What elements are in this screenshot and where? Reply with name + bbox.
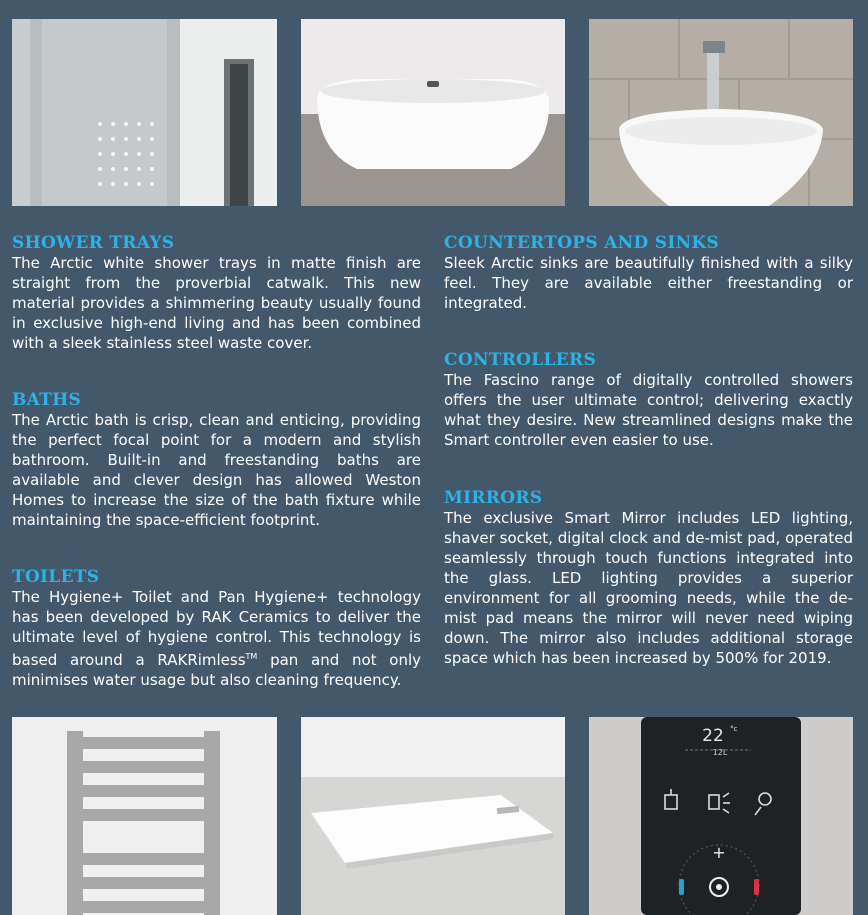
section-controllers [444, 350, 853, 488]
section-mirrors [444, 488, 853, 668]
shower-trays-text: The Arctic white shower trays in matte finish are straight from the proverbial catwalk. This new material provides a shimmering beauty usually found in exclusive high-end living and has been combined with a sleek stainless steel waste cover. [12, 254, 421, 352]
mirrors-text: The exclusive Smart Mirror includes LED lighting, shaver socket, digital clock and de-mist pad, operated seamlessly through touch functions integrated into the glass. LED lighting provides a superior environment for all grooming needs, while the de-mist pad means the mirror will never need wiping down. The mirror also includes additional storage space which has been increased by 500% for 2019. [444, 509, 853, 667]
section-baths [12, 390, 421, 567]
controller-temperature-unit: °c [730, 725, 738, 733]
countertops-heading: COUNTERTOPS AND SINKS [444, 233, 720, 253]
controllers-heading: CONTROLLERS [444, 350, 597, 370]
freestanding-bath-photo [301, 19, 565, 206]
shower-panel-photo [12, 19, 277, 206]
shower-controller-photo [589, 717, 853, 915]
baths-heading: BATHS [12, 390, 82, 410]
controller-temperature: 22 [702, 726, 724, 746]
sink-photo [589, 19, 853, 206]
controller-plus-symbol: + [712, 843, 726, 862]
section-countertops-sinks [444, 233, 853, 350]
shower-tray-photo [301, 717, 565, 915]
trademark-symbol: TM [245, 652, 258, 661]
toilets-text-part1: The Hygiene+ Toilet and Pan Hygiene+ technology has been developed by RAK Ceramics to deliver the ultimate level of hygiene control. This technology is based around a RAKRimless [12, 588, 421, 669]
cold-indicator-icon [679, 879, 684, 895]
section-shower-trays [12, 233, 421, 390]
towel-radiator-photo [12, 717, 277, 915]
baths-text: The Arctic bath is crisp, clean and enticing, providing the perfect focal point for a modern and stylish bathroom. Built-in and freestanding baths are available and clever design has allowed Weston Homes to increase the size of the bath fixture while maintaining the space-efficient footprint. [12, 411, 421, 529]
shower-trays-heading: SHOWER TRAYS [12, 233, 175, 253]
controller-sub-reading: 12L [712, 748, 728, 757]
countertops-text: Sleek Arctic sinks are beautifully finished with a silky feel. They are available either freestanding or integrated. [444, 254, 853, 312]
controllers-text: The Fascino range of digitally controlled showers offers the user ultimate control; delivering exactly what they desire. New streamlined designs make the Smart controller even easier to use. [444, 371, 853, 449]
toilets-heading: TOILETS [12, 567, 100, 587]
hot-indicator-icon [754, 879, 759, 895]
section-toilets [12, 567, 421, 690]
toilets-text-part2: pan and not only minimises water usage but also cleaning frequency. [12, 651, 421, 689]
toilets-text [12, 587, 421, 690]
mirrors-heading: MIRRORS [444, 488, 543, 508]
